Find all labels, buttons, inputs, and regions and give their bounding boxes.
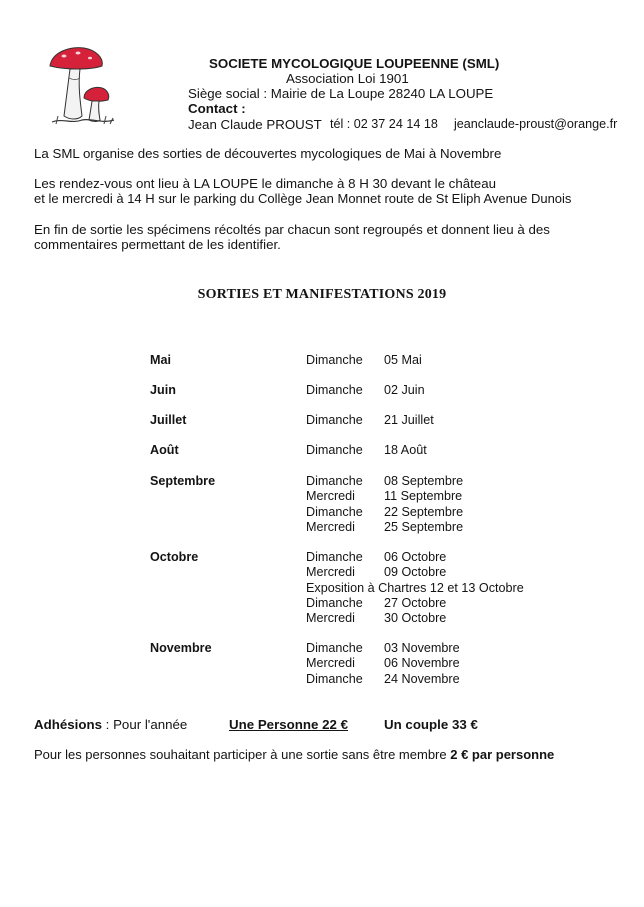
weekday: Dimanche (306, 383, 363, 397)
event-date: 18 Août (384, 443, 427, 457)
adhesions-row (34, 717, 187, 732)
event-date: 24 Novembre (384, 671, 460, 686)
event-date: 05 Mai (384, 353, 422, 367)
adhesion-couple-price: Un couple 33 € (384, 717, 478, 732)
event-date: 02 Juin (384, 383, 425, 397)
weekday: Mercredi (306, 565, 355, 580)
event-date: 22 Septembre (384, 504, 464, 519)
month-label: Juin (150, 383, 176, 397)
contact-phone: tél : 02 37 24 14 18 (330, 117, 438, 131)
month-label: Juillet (150, 413, 187, 427)
weekday: Dimanche (306, 443, 363, 457)
weekday: Mercredi (306, 656, 355, 671)
weekday: Dimanche (306, 641, 363, 655)
event-date: 27 Octobre (384, 595, 447, 610)
event-date: 06 Octobre (384, 550, 447, 564)
intro-paragraph-3-line-2: commentaires permettant de les identifier. (34, 237, 281, 252)
intro-paragraph-2-line-1: Les rendez-vous ont lieu à LA LOUPE le dimanche à 8 H 30 devant le château (34, 176, 496, 191)
intro-paragraph-3-line-1: En fin de sortie les spécimens récoltés par chacun sont regroupés et donnent lieu à des (34, 222, 550, 237)
exposition-entry: Exposition à Chartres 12 et 13 Octobre (306, 580, 524, 595)
event-date: 11 Septembre (384, 489, 463, 504)
intro-paragraph-1: La SML organise des sorties de découvertes mycologiques de Mai à Novembre (34, 146, 502, 161)
month-label: Novembre (150, 641, 212, 655)
event-date: 21 Juillet (384, 413, 434, 427)
contact-email[interactable]: jeanclaude-proust@orange.fr (454, 117, 618, 131)
event-date: 30 Octobre (384, 611, 447, 626)
siege-social: Siège social : Mairie de La Loupe 28240 LA LOUPE (188, 86, 494, 101)
weekday: Dimanche (306, 413, 363, 427)
org-name: SOCIETE MYCOLOGIQUE LOUPEENNE (SML) (209, 56, 500, 71)
contact-name: Jean Claude PROUST (188, 117, 322, 132)
weekday: Mercredi (306, 519, 355, 534)
adhesions-period: : Pour l'année (101, 717, 188, 732)
weekday: Mercredi (306, 611, 355, 626)
event-date: 03 Novembre (384, 641, 460, 655)
event-date: 06 Novembre (384, 656, 460, 671)
month-label: Mai (150, 353, 171, 367)
weekday: Dimanche (306, 353, 363, 367)
event-date: 09 Octobre (384, 565, 447, 580)
weekday: Dimanche (306, 504, 363, 519)
event-date: 08 Septembre (384, 474, 464, 488)
weekday: Dimanche (306, 671, 363, 686)
schedule-title: SORTIES ET MANIFESTATIONS 2019 (197, 287, 447, 302)
month-label: Septembre (150, 474, 216, 488)
weekday: Mercredi (306, 489, 355, 504)
adhesions-label: Adhésions (34, 717, 102, 732)
non-member-text: Pour les personnes souhaitant participer à une sortie sans être membre (34, 747, 451, 762)
contact-label: Contact : (188, 101, 246, 116)
non-member-note (34, 747, 554, 762)
event-date: 25 Septembre (384, 519, 464, 534)
intro-paragraph-2-line-2: et le mercredi à 14 H sur le parking du Collège Jean Monnet route de St Eliph Avenue Dunois (34, 191, 572, 206)
month-label: Octobre (150, 550, 199, 564)
weekday: Dimanche (306, 595, 363, 610)
non-member-price: 2 € par personne (450, 747, 555, 762)
month-label: Août (150, 443, 179, 457)
weekday: Dimanche (306, 474, 363, 488)
adhesion-person-price: Une Personne 22 € (229, 717, 348, 732)
mushroom-logo (42, 40, 122, 132)
weekday: Dimanche (306, 550, 363, 564)
association-type: Association Loi 1901 (286, 71, 409, 86)
